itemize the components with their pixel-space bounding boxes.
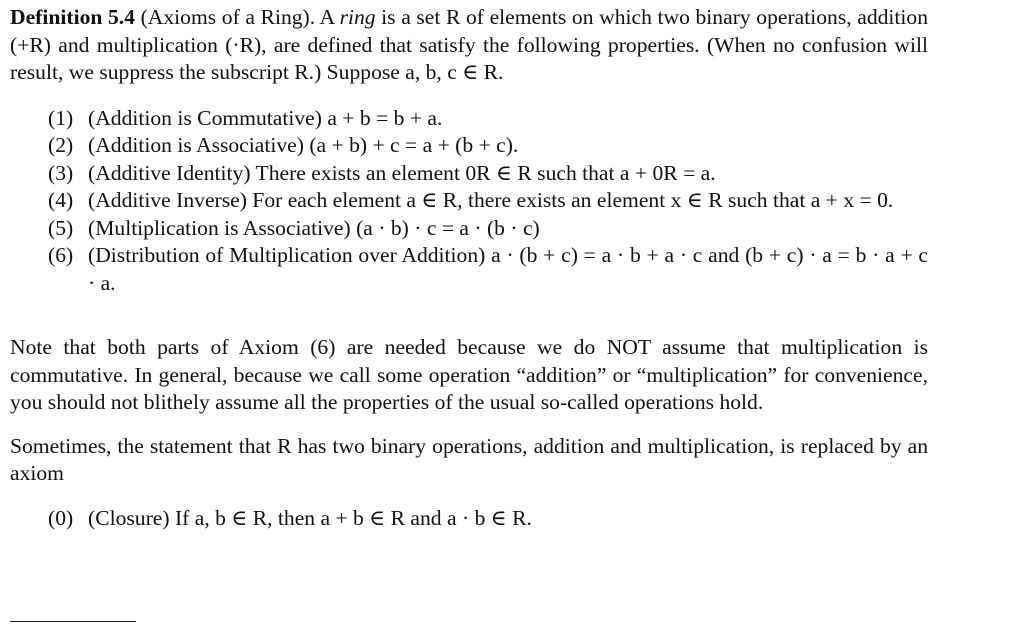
sometimes-paragraph: Sometimes, the statement that R has two binary operations, addition and multiplication, is replaced by an axiom	[10, 433, 928, 485]
axiom-formula: a + b = b + a.	[321, 105, 443, 130]
paper-page	[10, 4, 928, 532]
definition-paragraph	[10, 4, 928, 87]
closure-axiom	[48, 505, 928, 533]
definition-body: is a set R of elements on which two binary operations, addition (+R) and multiplication (·R), are defined that satisfy the following properties. (When no confusion will result, we suppress the subscript R.) Suppose a, b, c ∈ R.	[10, 5, 929, 84]
axiom-item	[48, 215, 928, 243]
footnote-rule	[10, 621, 136, 622]
axiom-name: (Distribution of Multiplication over Addition)	[88, 243, 486, 267]
axiom-item	[48, 132, 928, 160]
definition-term: ring	[339, 5, 376, 29]
axiom-number: (3)	[48, 160, 74, 185]
axiom-number: (0)	[48, 505, 74, 530]
axiom-item	[48, 160, 928, 188]
axiom-formula: For each element a ∈ R, there exists an element x ∈ R such that a + x = 0.	[246, 188, 894, 212]
definition-title: (Axioms of a Ring). A	[134, 5, 340, 29]
closure-list	[48, 505, 928, 533]
axiom-number: (4)	[48, 188, 74, 212]
axiom-item	[48, 242, 928, 297]
axiom-number: (1)	[48, 105, 74, 130]
axiom-formula: (a · b) · c = a · (b · c)	[350, 215, 540, 240]
definition-heading: Definition 5.4	[10, 5, 135, 29]
axiom-name: (Addition is Commutative)	[88, 105, 322, 130]
axiom-formula: There exists an element 0R ∈ R such that a + 0R = a.	[250, 160, 716, 185]
axiom-number: (6)	[48, 243, 74, 267]
axiom-item	[48, 105, 928, 133]
axiom-name: (Addition is Associative)	[88, 133, 304, 157]
axiom-name: (Additive Identity)	[88, 160, 251, 185]
axiom-formula: If a, b ∈ R, then a + b ∈ R and a · b ∈ R.	[169, 505, 532, 530]
axiom-number: (5)	[48, 215, 74, 240]
axiom-list	[48, 105, 928, 298]
axiom-item	[48, 187, 928, 215]
axiom-name: (Multiplication is Associative)	[88, 215, 351, 240]
axiom-name: (Additive Inverse)	[88, 188, 247, 212]
axiom-formula: (a + b) + c = a + (b + c).	[303, 133, 519, 157]
note-paragraph: Note that both parts of Axiom (6) are needed because we do NOT assume that multiplication is commutative. In general, because we call some operation “addition” or “multiplication” for convenience, you should not blithely assume all the properties of the usual so-called operations hold.	[10, 335, 928, 414]
axiom-formula: a · (b + c) = a · b + a · c and (b + c) · a = b · a + c · a.	[88, 243, 928, 295]
axiom-number: (2)	[48, 133, 74, 157]
axiom-name: (Closure)	[88, 505, 170, 530]
